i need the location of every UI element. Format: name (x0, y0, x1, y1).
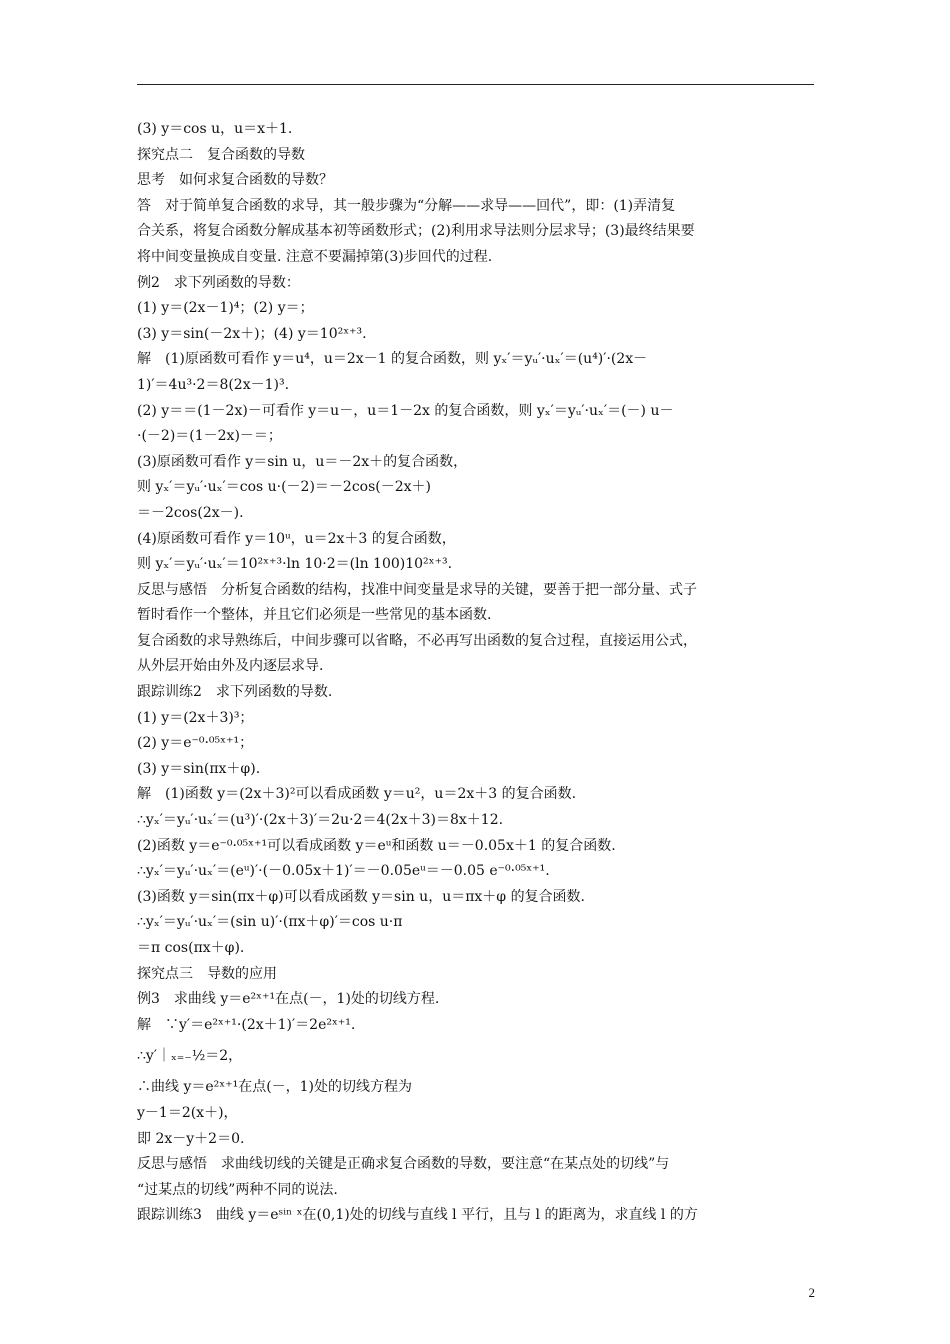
text-line: 将中间变量换成自变量. 注意不要漏掉第(3)步回代的过程. (137, 248, 493, 265)
text-line: 则 yₓ′＝yᵤ′·uₓ′＝10²ˣ⁺³·ln 10·2＝(ln 100)10²ˣ⁺³. (137, 556, 453, 573)
text-line: (2) y＝e⁻⁰·⁰⁵ˣ⁺¹； (137, 735, 254, 752)
text-line: (3) y＝cos u，u＝x＋1. (137, 121, 293, 137)
text-line: (3)原函数可看作 y＝sin u，u＝－2x＋的复合函数， (137, 453, 468, 470)
text-line: 反思与感悟 分析复合函数的结构，找准中间变量是求导的关键，要善于把一部分量、式子 (137, 581, 697, 598)
exercise-heading: 跟踪训练3 曲线 y＝eˢⁱⁿ ˣ在(0,1)处的切线与直线 l 平行，且与 l 的距离为，求直线 l 的方 (137, 1207, 698, 1224)
document-body (137, 117, 817, 1229)
text-line: 复合函数的求导熟练后，中间步骤可以省略，不必再写出函数的复合过程，直接运用公式， (137, 632, 697, 649)
text-line: 反思与感悟 求曲线切线的关键是正确求复合函数的导数，要注意“在某点处的切线”与 (137, 1156, 670, 1173)
text-line: 解 (1)函数 y＝(2x＋3)²可以看成函数 y＝u²，u＝2x＋3 的复合函数. (137, 786, 577, 803)
text-line: (1) y＝(2x－1)⁴；(2) y＝； (137, 300, 314, 317)
text-line: ·(－2)＝(1－2x)－＝； (137, 428, 282, 445)
text-line: 暂时看作一个整体，并且它们必须是一些常见的基本函数. (137, 607, 492, 624)
exercise-heading: 跟踪训练2 求下列函数的导数. (137, 684, 333, 701)
text-line: (3) y＝sin(πx＋φ). (137, 760, 261, 777)
text-line: ＝π cos(πx＋φ). (137, 940, 245, 956)
text-line: ∴yₓ′＝yᵤ′·uₓ′＝(u³)′·(2x＋3)′＝2u·2＝4(2x＋3)＝8x＋12. (137, 812, 504, 829)
text-line: 1)′＝4u³·2＝8(2x－1)³. (137, 376, 290, 393)
text-line: (1) y＝(2x＋3)³； (137, 709, 254, 726)
text-line: y－1＝2(x＋)， (137, 1104, 238, 1121)
text-line: (3) y＝sin(－2x＋)；(4) y＝10²ˣ⁺³. (137, 325, 367, 342)
text-line: 则 yₓ′＝yᵤ′·uₓ′＝cos u·(－2)＝－2cos(－2x＋) (137, 479, 432, 496)
text-line: (2)函数 y＝e⁻⁰·⁰⁵ˣ⁺¹可以看成函数 y＝eᵘ和函数 u＝－0.05x＋1 的复合函数. (137, 837, 616, 854)
text-line: 解 (1)原函数可看作 y＝u⁴，u＝2x－1 的复合函数，则 yₓ′＝yᵤ′·uₓ′＝(u⁴)′·(2x－ (137, 351, 648, 368)
text-line: (4)原函数可看作 y＝10ᵘ，u＝2x＋3 的复合函数， (137, 530, 456, 547)
text-line: 即 2x－y＋2＝0. (137, 1130, 245, 1147)
text-line: 思考 如何求复合函数的导数？ (137, 172, 333, 189)
section-heading: 探究点三 导数的应用 (137, 965, 277, 982)
text-line: ∴yₓ′＝yᵤ′·uₓ′＝(sin u)′·(πx＋φ)′＝cos u·π (137, 914, 403, 931)
header-rule (137, 84, 814, 85)
text-line: 答 对于简单复合函数的求导，其一般步骤为“分解——求导——回代”，即：(1)弄清复 (137, 197, 676, 214)
page-number: 2 (808, 1285, 815, 1300)
text-line: ＝－2cos(2x－). (137, 504, 244, 521)
text-line: ∴yₓ′＝yᵤ′·uₓ′＝(eᵘ)′·(－0.05x＋1)′＝－0.05eᵘ＝－0.05 e⁻⁰·⁰⁵ˣ⁺¹. (137, 863, 550, 880)
example-heading: 例2 求下列函数的导数： (137, 274, 300, 291)
text-line: ∴y′｜ₓ₌₋½＝2， (137, 1048, 243, 1065)
text-line: ∴曲线 y＝e²ˣ⁺¹在点(－，1)处的切线方程为 (137, 1079, 413, 1096)
text-line: 解 ∵y′＝e²ˣ⁺¹·(2x＋1)′＝2e²ˣ⁺¹. (137, 1016, 356, 1033)
example-heading: 例3 求曲线 y＝e²ˣ⁺¹在点(－，1)处的切线方程. (137, 991, 440, 1008)
text-line: “过某点的切线”两种不同的说法. (137, 1181, 338, 1198)
text-line: 从外层开始由外及内逐层求导. (137, 658, 324, 675)
text-line: (2) y＝＝(1－2x)－可看作 y＝u－，u＝1－2x 的复合函数，则 yₓ′＝yᵤ′·uₓ′＝(－) u－ (137, 402, 674, 419)
section-heading: 探究点二 复合函数的导数 (137, 146, 305, 163)
text-line: 合关系，将复合函数分解成基本初等函数形式；(2)利用求导法则分层求导；(3)最终结果要 (137, 223, 695, 240)
text-line: (3)函数 y＝sin(πx＋φ)可以看成函数 y＝sin u，u＝πx＋φ 的复合函数. (137, 888, 586, 905)
